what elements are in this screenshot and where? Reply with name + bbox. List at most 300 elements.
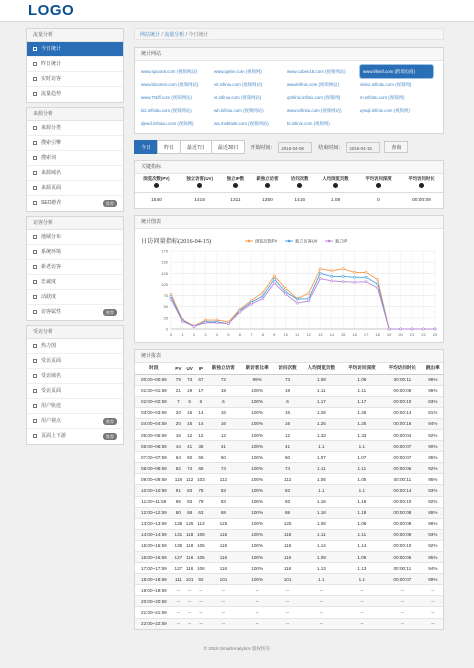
tab-yesterday[interactable]: 昨日: [157, 140, 181, 154]
data-point[interactable]: [273, 278, 275, 280]
table-cell: 04:00~04:59: [135, 418, 173, 429]
table-cell: 00:00:10: [382, 540, 423, 551]
table-cell: --: [342, 585, 383, 596]
sidebar-item-label: 搜索词: [41, 155, 57, 161]
x-tick-label: 6: [238, 332, 241, 337]
table-cell: 101: [207, 574, 241, 585]
table-cell: 16: [173, 429, 184, 440]
data-point[interactable]: [262, 295, 264, 297]
table-cell: 19: [184, 385, 195, 396]
table-cell: 74: [274, 463, 301, 474]
help-icon[interactable]: [297, 183, 302, 188]
metric-header-label: 人均浏览页数: [322, 176, 349, 182]
menu-icon: [33, 141, 37, 145]
tab-today[interactable]: 今日: [134, 140, 158, 154]
report-col-header: IP: [195, 363, 206, 374]
y-tick-label: 25: [163, 315, 168, 321]
sidebar-item[interactable]: [27, 290, 123, 305]
sidebar-group-title: 来源分析: [27, 108, 123, 121]
x-tick-label: 17: [363, 332, 369, 337]
site-link[interactable]: m.infinitu.com (视频网): [360, 95, 405, 100]
site-link[interactable]: www.spoon8.com (视频网站): [141, 69, 198, 74]
table-row: [135, 518, 443, 529]
top-header: [0, 0, 474, 22]
data-point[interactable]: [273, 275, 275, 277]
menu-icon: [33, 310, 37, 314]
menu-icon: [33, 404, 37, 408]
data-point[interactable]: [411, 328, 413, 330]
breadcrumb-section[interactable]: 流量分析: [164, 32, 185, 38]
table-cell: 95%: [423, 474, 443, 485]
sidebar-item-label: 受访页面: [41, 388, 62, 394]
table-cell: --: [423, 585, 443, 596]
table-cell: 105: [195, 552, 206, 563]
sidebar-item[interactable]: [27, 260, 123, 275]
menu-icon: [33, 434, 37, 438]
table-cell: --: [173, 607, 184, 618]
site-link[interactable]: www.ignite.com (视频网): [214, 69, 262, 74]
data-point[interactable]: [365, 271, 367, 273]
data-point[interactable]: [434, 328, 436, 330]
table-cell: 68: [274, 507, 301, 518]
breadcrumb-current: 今日统计: [188, 32, 209, 38]
sidebar-item-label: 来源域名: [41, 170, 62, 176]
start-date-label: 开始时间：: [250, 144, 276, 151]
table-cell: 73: [184, 374, 195, 385]
table-cell: 103: [195, 474, 206, 485]
y-tick-label: 125: [161, 270, 168, 276]
table-cell: --: [195, 618, 206, 629]
tab-last-7-days[interactable]: 最近7日: [180, 140, 212, 154]
data-point[interactable]: [285, 293, 287, 295]
menu-icon: [33, 62, 37, 66]
site-link[interactable]: vt.infiniu.com (视频网站): [214, 95, 262, 100]
sidebar-item[interactable]: [27, 414, 123, 429]
logo[interactable]: LOGO: [28, 2, 75, 19]
legend-marker: [288, 240, 291, 243]
data-point[interactable]: [331, 280, 333, 282]
table-cell: 94%: [423, 563, 443, 574]
data-point[interactable]: [319, 268, 321, 270]
table-row: [135, 407, 443, 418]
table-cell: 68: [184, 507, 195, 518]
table-cell: 94%: [423, 418, 443, 429]
sidebar-item-label: 新老访客: [41, 264, 62, 270]
table-cell: 125: [274, 518, 301, 529]
sidebar-item[interactable]: [27, 245, 123, 260]
metric-header-label: 平均访问时长: [408, 176, 435, 182]
table-cell: 100%: [240, 529, 274, 540]
data-point[interactable]: [342, 275, 344, 277]
line-chart: [135, 229, 443, 342]
table-cell: 100%: [240, 496, 274, 507]
site-link[interactable]: qmqil.infinix.com (视频网): [360, 108, 410, 113]
chart-panel-title: 统计图表: [135, 216, 443, 229]
table-cell: 41: [274, 441, 301, 452]
table-cell: 00:00:06: [382, 463, 423, 474]
table-cell: 82: [173, 463, 184, 474]
site-link[interactable]: ki2.infinitu.com (视频网站): [141, 108, 192, 113]
site-link[interactable]: djeed.infinixu.com (视频网): [141, 121, 194, 126]
sidebar-item[interactable]: [27, 275, 123, 290]
data-point[interactable]: [262, 298, 264, 300]
table-cell: 106: [195, 540, 206, 551]
report-col-header: UV: [184, 363, 195, 374]
table-cell: 00:00:10: [382, 496, 423, 507]
end-date-input[interactable]: 2016-04-15: [346, 142, 380, 153]
sidebar-item[interactable]: [27, 72, 123, 87]
menu-icon: [33, 126, 37, 130]
table-cell: 118: [274, 529, 301, 540]
x-tick-label: 10: [283, 332, 289, 337]
sidebar-item[interactable]: [27, 429, 123, 444]
query-button[interactable]: 查询: [384, 141, 408, 153]
sidebar-item-label: 昨日统计: [41, 61, 62, 67]
legend-label[interactable]: 浏览次数PV: [255, 238, 278, 244]
site-link[interactable]: video.infinitu.com (视频网): [360, 82, 412, 87]
data-point[interactable]: [170, 298, 172, 300]
site-link[interactable]: www.lifeinf.com (跨境电商): [360, 65, 433, 78]
metric-header: [178, 174, 221, 192]
table-cell: 41: [207, 441, 241, 452]
sidebar-item-label: 忠诚度: [41, 279, 57, 285]
data-point[interactable]: [399, 328, 401, 330]
data-point[interactable]: [319, 272, 321, 274]
sidebar-item-label: 访客属性: [41, 309, 62, 315]
data-point[interactable]: [216, 322, 218, 324]
sidebar-item[interactable]: [27, 339, 123, 354]
table-cell: 95%: [423, 385, 443, 396]
table-cell: --: [184, 596, 195, 607]
sidebar-item[interactable]: [27, 42, 123, 57]
menu-icon: [33, 186, 37, 190]
data-point[interactable]: [354, 276, 356, 278]
sidebar-item[interactable]: [27, 305, 123, 320]
table-cell: 21: [173, 385, 184, 396]
table-cell: 78: [195, 485, 206, 496]
table-cell: 92%: [423, 496, 443, 507]
data-point[interactable]: [239, 311, 241, 313]
sidebar-item-label: 系统环境: [41, 249, 62, 255]
table-cell: 16:00~16:59: [135, 552, 173, 563]
sidebar-item[interactable]: [27, 166, 123, 181]
sidebar-group: [26, 28, 124, 103]
data-point[interactable]: [388, 328, 390, 330]
site-list: [135, 61, 443, 133]
x-tick-label: 18: [375, 332, 380, 337]
table-cell: 03:00~03:59: [135, 407, 173, 418]
data-point[interactable]: [296, 302, 298, 304]
table-cell: --: [195, 607, 206, 618]
data-point[interactable]: [308, 300, 310, 302]
sidebar-item[interactable]: [27, 399, 123, 414]
table-cell: 92: [195, 574, 206, 585]
menu-icon: [33, 156, 37, 160]
help-icon[interactable]: [233, 183, 238, 188]
data-point[interactable]: [342, 268, 344, 270]
table-cell: 00:00:08: [382, 518, 423, 529]
breadcrumb-home[interactable]: 网站统计: [140, 32, 161, 38]
table-cell: 67: [195, 374, 206, 385]
metric-value: 1311: [230, 197, 241, 203]
sidebar-item-label: 活跃度: [41, 294, 57, 300]
main-content: [134, 28, 444, 636]
data-point[interactable]: [285, 291, 287, 293]
y-tick-label: 75: [163, 293, 168, 299]
metric-header: [221, 174, 249, 192]
site-link[interactable]: wh.infiniu.com (视频网站): [214, 108, 264, 113]
table-cell: 116: [274, 552, 301, 563]
x-tick-label: 2: [192, 332, 196, 337]
table-cell: 100%: [240, 507, 274, 518]
data-point[interactable]: [377, 283, 379, 285]
sidebar-item[interactable]: [27, 87, 123, 102]
key-metrics-panel: [134, 160, 444, 209]
site-link[interactable]: www.bloomer.com (视频网站): [141, 82, 199, 87]
table-cell: 17: [195, 385, 206, 396]
sidebar-item[interactable]: [27, 354, 123, 369]
table-cell: --: [184, 607, 195, 618]
sidebar-item[interactable]: [27, 151, 123, 166]
table-cell: --: [342, 618, 383, 629]
table-cell: 95%: [423, 552, 443, 563]
help-icon[interactable]: [154, 183, 159, 188]
sidebar-item[interactable]: [27, 181, 123, 196]
table-row: [135, 507, 443, 518]
table-row: [135, 452, 443, 463]
table-cell: --: [207, 607, 241, 618]
menu-icon: [33, 77, 37, 81]
start-date-input[interactable]: 2016-04-08: [278, 142, 312, 153]
data-point[interactable]: [227, 323, 229, 325]
sidebar-item[interactable]: [27, 121, 123, 136]
help-icon[interactable]: [419, 183, 424, 188]
table-cell: --: [423, 618, 443, 629]
table-cell: 100%: [240, 540, 274, 551]
table-cell: 1.14: [301, 540, 342, 551]
table-cell: 06:00~06:59: [135, 441, 173, 452]
table-cell: 96%: [423, 374, 443, 385]
x-tick-label: 22: [421, 332, 426, 337]
table-cell: 116: [274, 563, 301, 574]
metric-header-label: 平均访问深度: [365, 176, 392, 182]
data-point[interactable]: [342, 281, 344, 283]
sidebar: [26, 28, 124, 449]
legend-label[interactable]: 独立IP: [335, 238, 348, 244]
report-table: [135, 363, 443, 629]
table-cell: 111: [173, 574, 184, 585]
data-point[interactable]: [365, 276, 367, 278]
table-row: [135, 374, 443, 385]
table-cell: 100%: [240, 407, 274, 418]
data-point[interactable]: [181, 320, 183, 322]
data-point[interactable]: [331, 275, 333, 277]
table-cell: 116: [184, 552, 195, 563]
data-point[interactable]: [331, 270, 333, 272]
x-tick-label: 14: [329, 332, 334, 337]
data-point[interactable]: [319, 278, 321, 280]
site-link[interactable]: www.TNiff.com (视频网站): [141, 95, 192, 100]
data-point[interactable]: [285, 287, 287, 289]
sidebar-item[interactable]: [27, 369, 123, 384]
table-cell: 60: [274, 452, 301, 463]
table-cell: 92%: [423, 429, 443, 440]
metric-header-label: 访问次数: [290, 176, 309, 182]
table-cell: 100%: [240, 574, 274, 585]
x-tick-label: 5: [227, 332, 230, 337]
metric-value: 0: [377, 197, 380, 203]
report-col-header: 跳出率: [423, 363, 443, 374]
table-cell: 68: [195, 463, 206, 474]
table-cell: 1.07: [342, 452, 383, 463]
table-cell: 00:00:11: [382, 563, 423, 574]
table-cell: 83: [184, 496, 195, 507]
data-point[interactable]: [193, 325, 195, 327]
site-link[interactable]: www.infinitu.com (视频网站): [287, 108, 342, 113]
table-cell: 100%: [240, 452, 274, 463]
table-cell: 1.1: [342, 485, 383, 496]
legend-marker: [328, 240, 331, 243]
table-cell: 16: [207, 407, 241, 418]
data-point[interactable]: [377, 287, 379, 289]
table-cell: 19: [207, 385, 241, 396]
data-point[interactable]: [273, 282, 275, 284]
data-point[interactable]: [354, 281, 356, 283]
breadcrumb: 网站统计 / 流量分析 / 今日统计: [134, 28, 444, 40]
table-cell: 05:00~05:59: [135, 429, 173, 440]
table-cell: --: [382, 618, 423, 629]
menu-icon: [33, 295, 37, 299]
legend-label[interactable]: 独立访客UV: [295, 238, 318, 244]
table-cell: --: [274, 596, 301, 607]
table-row: [135, 552, 443, 563]
data-point[interactable]: [354, 271, 356, 273]
table-cell: 1.07: [301, 452, 342, 463]
sidebar-item[interactable]: [27, 57, 123, 72]
data-point[interactable]: [308, 292, 310, 294]
data-point[interactable]: [365, 281, 367, 283]
data-point[interactable]: [170, 295, 172, 297]
table-cell: --: [240, 596, 274, 607]
sidebar-item[interactable]: [27, 384, 123, 399]
table-cell: 100%: [240, 552, 274, 563]
report-col-header: 人均浏览页数: [301, 363, 342, 374]
x-tick-label: 15: [340, 332, 346, 337]
table-cell: 100%: [240, 563, 274, 574]
site-link[interactable]: [360, 117, 433, 130]
sidebar-item[interactable]: [27, 136, 123, 151]
help-icon[interactable]: [376, 183, 381, 188]
x-tick-label: 21: [409, 332, 415, 337]
table-cell: 1.11: [342, 529, 383, 540]
table-cell: 00:00:10: [382, 396, 423, 407]
data-point[interactable]: [262, 291, 264, 293]
table-cell: 02:00~02:59: [135, 396, 173, 407]
report-col-header: 平均访问时长: [382, 363, 423, 374]
table-cell: 60: [207, 452, 241, 463]
site-link[interactable]: www.cuben18.com (视频网站): [287, 69, 346, 74]
table-cell: --: [301, 618, 342, 629]
table-cell: 81%: [423, 407, 443, 418]
table-cell: 6: [207, 396, 241, 407]
report-title: 统计报表: [135, 350, 443, 363]
x-tick-label: 7: [250, 332, 253, 337]
table-row: [135, 418, 443, 429]
table-cell: 14: [195, 407, 206, 418]
table-cell: --: [301, 596, 342, 607]
y-tick-label: 175: [161, 248, 168, 254]
table-cell: 135: [173, 518, 184, 529]
tab-last-30-days[interactable]: 最近30日: [211, 140, 246, 154]
data-point[interactable]: [170, 293, 172, 295]
x-tick-label: 11: [295, 332, 300, 337]
table-cell: --: [207, 596, 241, 607]
table-row: [135, 585, 443, 596]
table-cell: 88%: [423, 507, 443, 518]
site-link[interactable]: vit.infiniu.com (视频网站): [214, 82, 263, 87]
table-cell: 1.1: [301, 441, 342, 452]
table-row: [135, 596, 443, 607]
table-cell: 00:00:08: [382, 385, 423, 396]
table-cell: 116: [207, 552, 241, 563]
table-cell: 79: [173, 374, 184, 385]
help-icon[interactable]: [265, 183, 270, 188]
table-row: [135, 496, 443, 507]
site-link[interactable]: qmfinix.infinix.com (视频网): [287, 95, 341, 100]
x-tick-label: 1: [181, 332, 184, 337]
report-col-header: 访问次数: [274, 363, 301, 374]
table-cell: 11:00~11:59: [135, 496, 173, 507]
help-icon[interactable]: [333, 183, 338, 188]
data-point[interactable]: [204, 322, 206, 324]
table-cell: 1.25: [301, 418, 342, 429]
data-point[interactable]: [377, 278, 379, 280]
table-cell: 100%: [240, 474, 274, 485]
sidebar-item[interactable]: [27, 196, 123, 211]
table-cell: 83: [207, 496, 241, 507]
sidebar-group: [26, 325, 124, 445]
table-cell: 21:00~21:59: [135, 607, 173, 618]
table-cell: 14: [195, 418, 206, 429]
data-point[interactable]: [296, 298, 298, 300]
data-point[interactable]: [250, 303, 252, 305]
table-row: [135, 429, 443, 440]
metric-header-label: 浏览次数(PV): [143, 176, 170, 182]
table-cell: --: [173, 596, 184, 607]
sidebar-item[interactable]: [27, 230, 123, 245]
table-cell: 74: [207, 463, 241, 474]
site-link[interactable]: wwwinfinix.com (视频网站): [287, 82, 339, 87]
menu-icon: [33, 47, 37, 51]
site-link[interactable]: wa.meblank.com (视频网站): [214, 121, 269, 126]
x-tick-label: 13: [317, 332, 323, 337]
table-cell: 20: [173, 407, 184, 418]
table-cell: 64: [173, 452, 184, 463]
table-cell: 1.33: [342, 429, 383, 440]
table-cell: 12: [195, 429, 206, 440]
sidebar-item-label: 实时访客: [41, 76, 62, 82]
table-cell: 00:00:04: [382, 429, 423, 440]
table-cell: 118: [184, 529, 195, 540]
recommend-badge: 推荐: [103, 418, 117, 425]
table-cell: 99%: [240, 374, 274, 385]
table-cell: 95%: [423, 452, 443, 463]
metric-value: 1416: [194, 197, 205, 203]
site-link[interactable]: bi.infinix.com (视频网): [287, 121, 330, 126]
metric-header: [357, 174, 400, 192]
data-point[interactable]: [422, 328, 424, 330]
help-icon[interactable]: [197, 183, 202, 188]
